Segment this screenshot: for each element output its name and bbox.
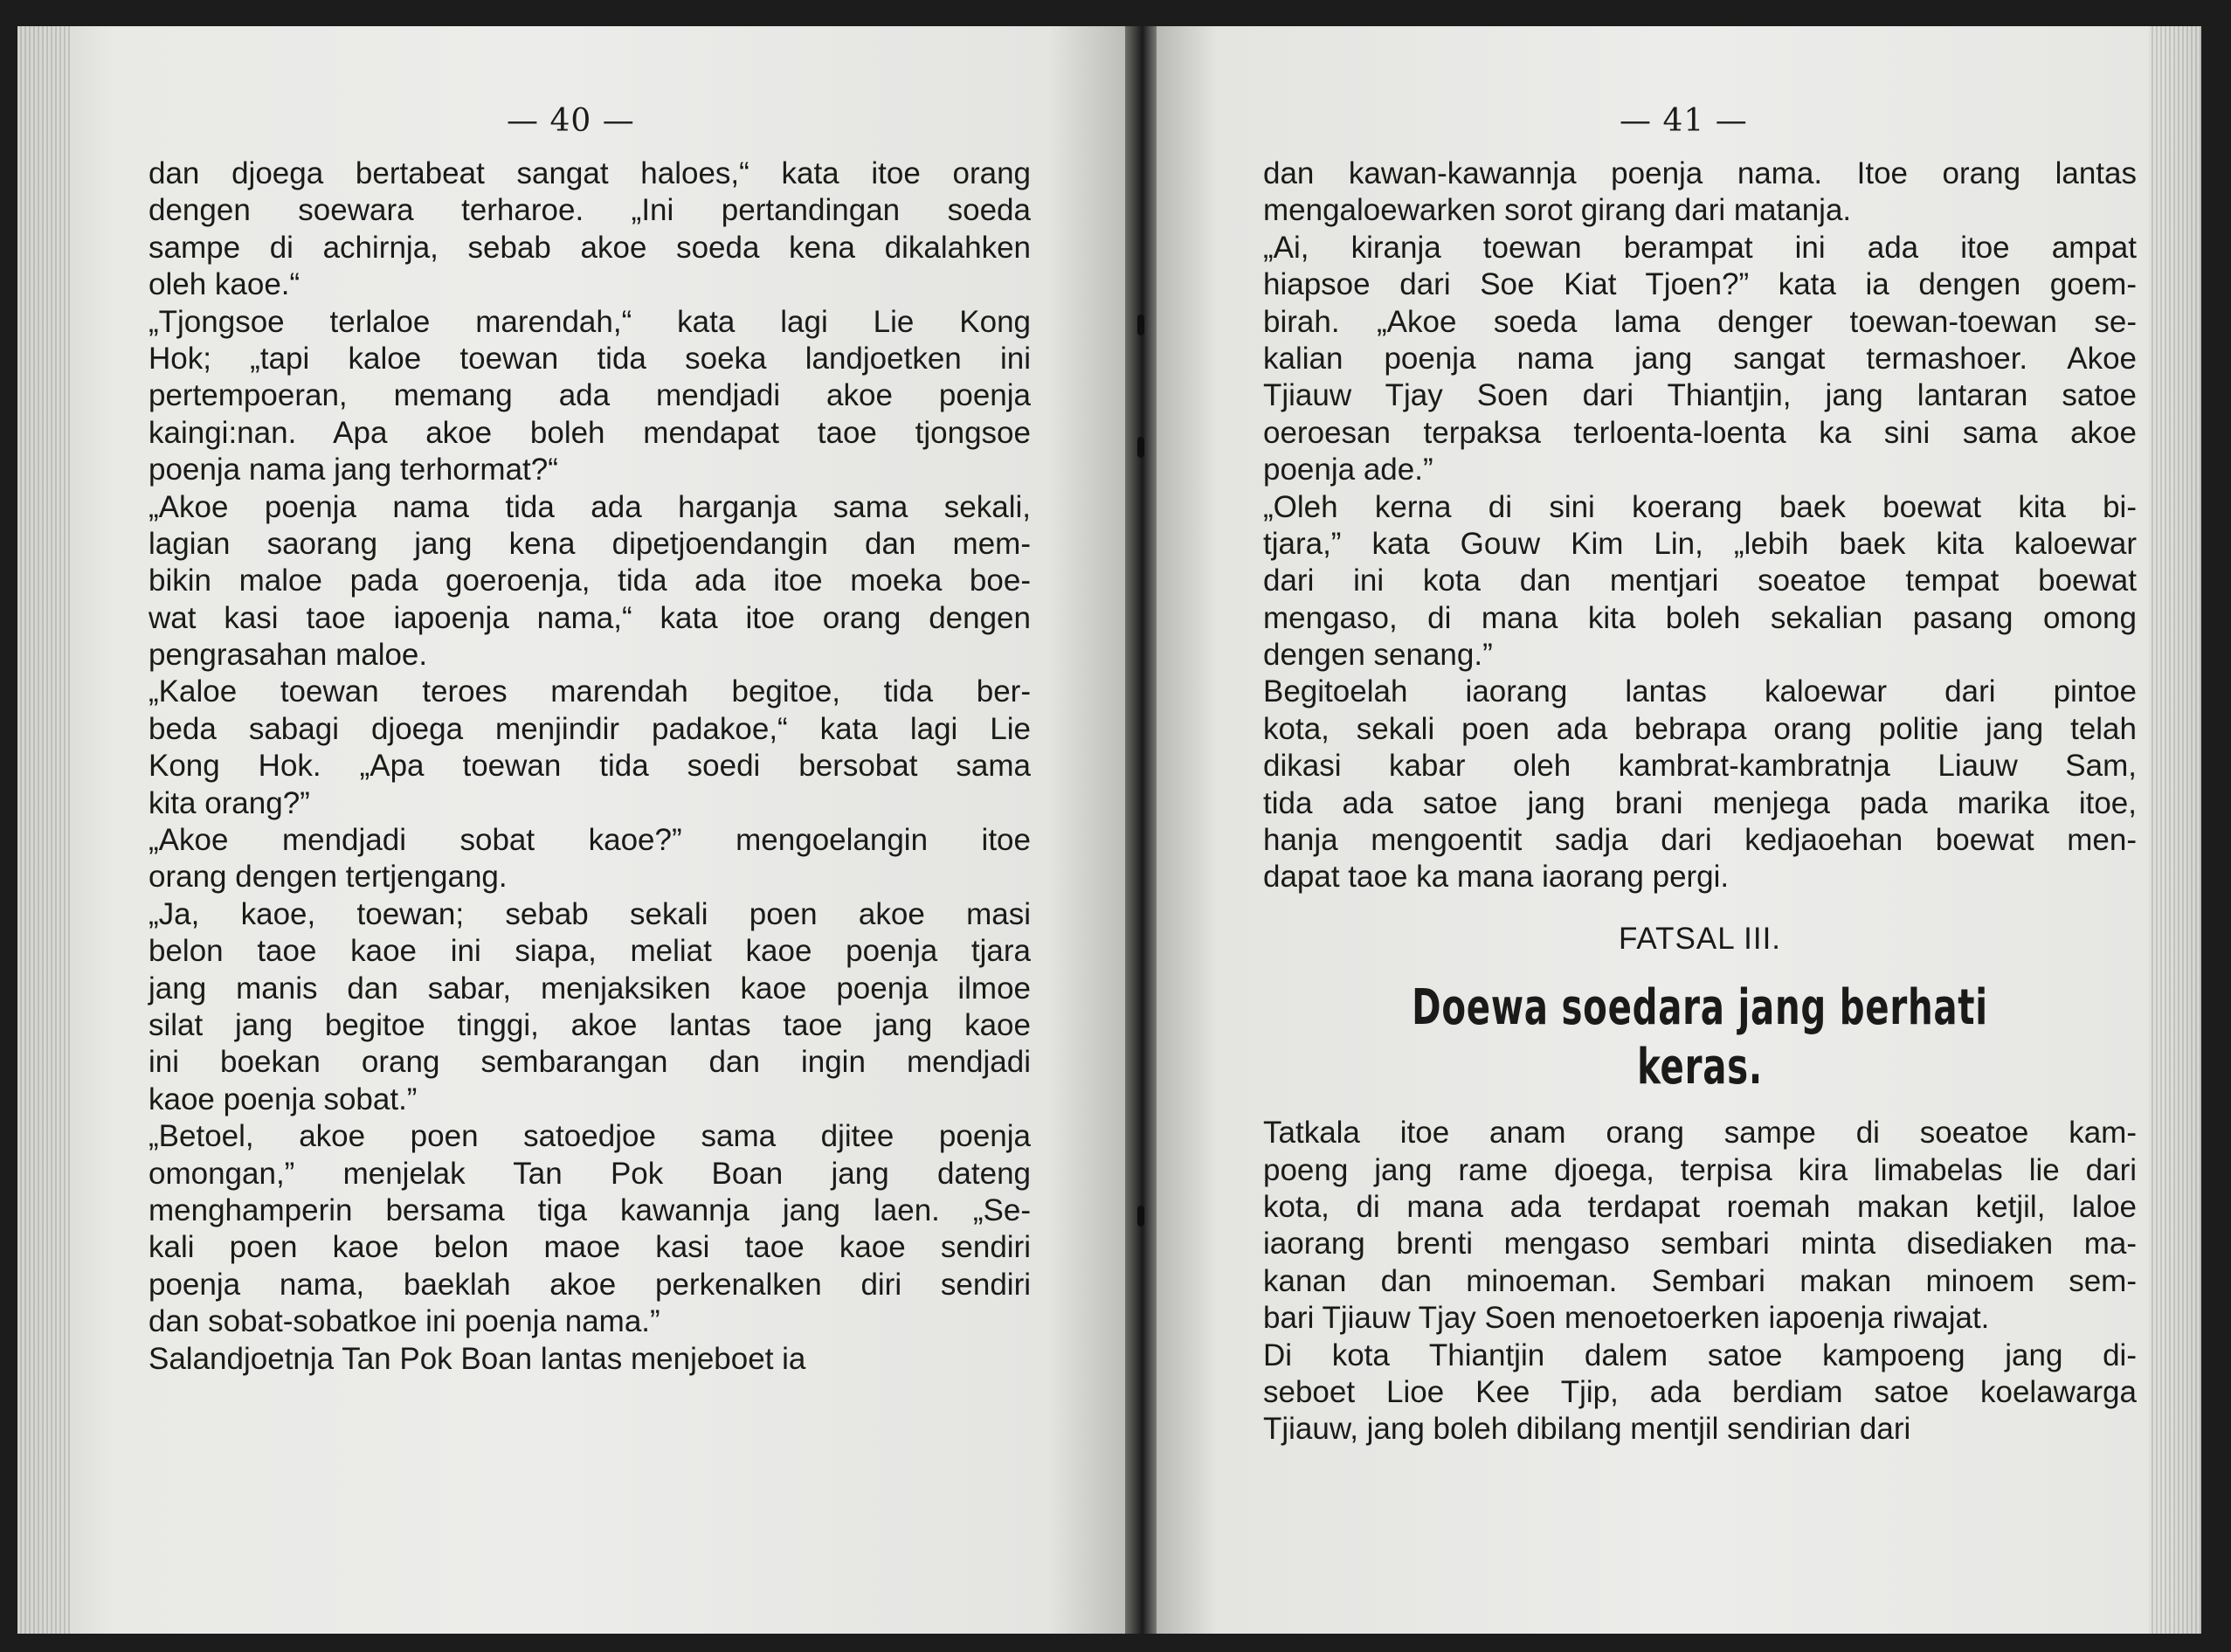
text-line: dengen soewara terharoe. „Ini pertandingan soeda <box>149 193 1031 228</box>
right-page-body <box>1263 156 2137 1448</box>
text-line: „Akoe mendjadi sobat kaoe?” mengoelangin itoe <box>149 823 1031 858</box>
page-edge-stack <box>17 26 70 1634</box>
right-page <box>1157 26 2201 1634</box>
text-line: Di kota Thiantjin dalem satoe kampoeng jang di- <box>1263 1337 2137 1372</box>
text-line: Kong Hok. „Apa toewan tida soedi bersobat sama <box>149 749 1031 784</box>
text-line: dan djoega bertabeat sangat haloes,“ kata itoe orang <box>149 156 1031 190</box>
text-line: „Kaloe toewan teroes marendah begitoe, tida ber- <box>149 674 1031 709</box>
text-line: dan kawan-kawannja poenja nama. Itoe orang lantas <box>1263 156 2137 190</box>
text-line: pengrasahan maloe. <box>149 638 428 673</box>
chapter-heading: FATSAL III. <box>1618 921 1782 956</box>
text-line: mengaloewarken sorot girang dari matanja. <box>1263 193 1852 228</box>
right-text-bottom <box>1263 1115 2137 1448</box>
text-line: „Oleh kerna di sini koerang baek boewat kita bi- <box>1263 489 2137 524</box>
text-line: kanan dan minoeman. Sembari makan minoem sem- <box>1263 1263 2137 1298</box>
text-line: ini boekan orang sembarangan dan ingin mendjadi <box>149 1045 1031 1080</box>
text-line: sampe di achirnja, sebab akoe soeda kena dikalahken <box>149 230 1031 265</box>
text-line: Hok; „tapi kaloe toewan tida soeka landjoetken ini <box>149 341 1031 376</box>
text-line: „Tjongsoe terlaloe marendah,“ kata lagi Lie Kong <box>149 304 1031 339</box>
text-line: lagian saorang jang kena dipetjoendangin dan mem- <box>149 526 1031 561</box>
left-page-body <box>149 156 1031 1378</box>
text-line: seboet Lioe Kee Tjip, ada berdiam satoe koelawarga <box>1263 1374 2137 1409</box>
binding-stitch <box>1137 1206 1144 1227</box>
book-spread <box>17 26 2201 1634</box>
text-line: omongan,” menjelak Tan Pok Boan jang dateng <box>149 1156 1031 1191</box>
chapter-title: Doewa soedara jang berhati keras. <box>1412 979 1988 1096</box>
text-line: pertempoeran, memang ada mendjadi akoe poenja <box>149 378 1031 413</box>
text-line: bari Tjiauw Tjay Soen menoetoerken iapoenja riwajat. <box>1263 1301 1990 1336</box>
text-line: poenja nama jang terhormat?“ <box>149 453 558 487</box>
text-line: Tjiauw, jang boleh dibilang mentjil sendirian dari <box>1263 1412 1911 1447</box>
right-text-top <box>1263 156 2137 896</box>
text-line: kita orang?” <box>149 785 310 820</box>
text-line: poeng jang rame djoega, terpisa kira limabelas lie dari <box>1263 1152 2137 1187</box>
text-line: hanja mengoentit sadja dari kedjaoehan boewat men- <box>1263 823 2137 858</box>
text-line: birah. „Akoe soeda lama denger toewan-toewan se- <box>1263 304 2137 339</box>
text-line: „Ja, kaoe, toewan; sebab sekali poen akoe masi <box>149 896 1031 931</box>
text-line: oeroesan terpaksa terloenta-loenta ka sini sama akoe <box>1263 415 2137 450</box>
text-line: „Akoe poenja nama tida ada harganja sama sekali, <box>149 489 1031 524</box>
binding-stitch <box>1137 315 1144 335</box>
page-number-40: — 40 — <box>507 103 635 139</box>
text-line: „Ai, kiranja toewan berampat ini ada itoe ampat <box>1263 230 2137 265</box>
text-line: tjara,” kata Gouw Kim Lin, „lebih baek kita kaloewar <box>1263 526 2137 561</box>
text-line: wat kasi taoe iapoenja nama,“ kata itoe orang dengen <box>149 600 1031 635</box>
text-line: hiapsoe dari Soe Kiat Tjoen?” kata ia dengen goem- <box>1263 267 2137 302</box>
text-line: Tjiauw Tjay Soen dari Thiantjin, jang lantaran satoe <box>1263 378 2137 413</box>
text-line: kota, di mana ada terdapat roemah makan ketjil, laloe <box>1263 1190 2137 1224</box>
text-line: belon taoe kaoe ini siapa, meliat kaoe poenja tjara <box>149 934 1031 969</box>
text-line: kaingi:nan. Apa akoe boleh mendapat taoe tjongsoe <box>149 415 1031 450</box>
binding-stitch <box>1137 437 1144 458</box>
text-line: iaorang brenti mengaso sembari minta disediaken ma- <box>1263 1227 2137 1261</box>
text-line: jang manis dan sabar, menjaksiken kaoe poenja ilmoe <box>149 971 1031 1006</box>
text-line: Begitoelah iaorang lantas kaloewar dari pintoe <box>1263 674 2137 709</box>
text-line: oleh kaoe.“ <box>149 267 300 302</box>
text-line: „Betoel, akoe poen satoedjoe sama djitee poenja <box>149 1119 1031 1154</box>
text-line: bikin maloe pada goeroenja, tida ada itoe moeka boe- <box>149 563 1031 598</box>
text-line: dengen senang.” <box>1263 638 1493 673</box>
book-gutter <box>1125 26 1157 1634</box>
text-line: poenja ade.” <box>1263 453 1433 487</box>
text-line: dapat taoe ka mana iaorang pergi. <box>1263 860 1730 895</box>
text-line: poenja nama, baeklah akoe perkenalken diri sendiri <box>149 1267 1031 1302</box>
text-line: Salandjoetnja Tan Pok Boan lantas menjeboet ia <box>149 1341 806 1376</box>
text-line: dari ini kota dan mentjari soeatoe tempat boewat <box>1263 563 2137 598</box>
text-line: kalian poenja nama jang sangat termashoer. Akoe <box>1263 341 2137 376</box>
text-line: menghamperin bersama tiga kawannja jang laen. „Se- <box>149 1192 1031 1227</box>
text-line: kali poen kaoe belon maoe kasi taoe kaoe sendiri <box>149 1230 1031 1265</box>
page-number-41: — 41 — <box>1620 103 1748 139</box>
text-line: kaoe poenja sobat.” <box>149 1082 418 1116</box>
text-line: dan sobat-sobatkoe ini poenja nama.” <box>149 1304 660 1339</box>
left-page <box>17 26 1125 1634</box>
text-line: Tatkala itoe anam orang sampe di soeatoe kam- <box>1263 1116 2137 1151</box>
page-edge-stack <box>2149 26 2201 1634</box>
text-line: beda sabagi djoega menjindir padakoe,“ kata lagi Lie <box>149 711 1031 746</box>
text-line: tida ada satoe jang brani menjega pada marika itoe, <box>1263 785 2137 820</box>
text-line: mengaso, di mana kita boleh sekalian pasang omong <box>1263 600 2137 635</box>
text-line: kota, sekali poen ada bebrapa orang politie jang telah <box>1263 711 2137 746</box>
text-line: silat jang begitoe tinggi, akoe lantas taoe jang kaoe <box>149 1007 1031 1042</box>
text-line: dikasi kabar oleh kambrat-kambratnja Liauw Sam, <box>1263 749 2137 784</box>
text-line: orang dengen tertjengang. <box>149 860 508 895</box>
